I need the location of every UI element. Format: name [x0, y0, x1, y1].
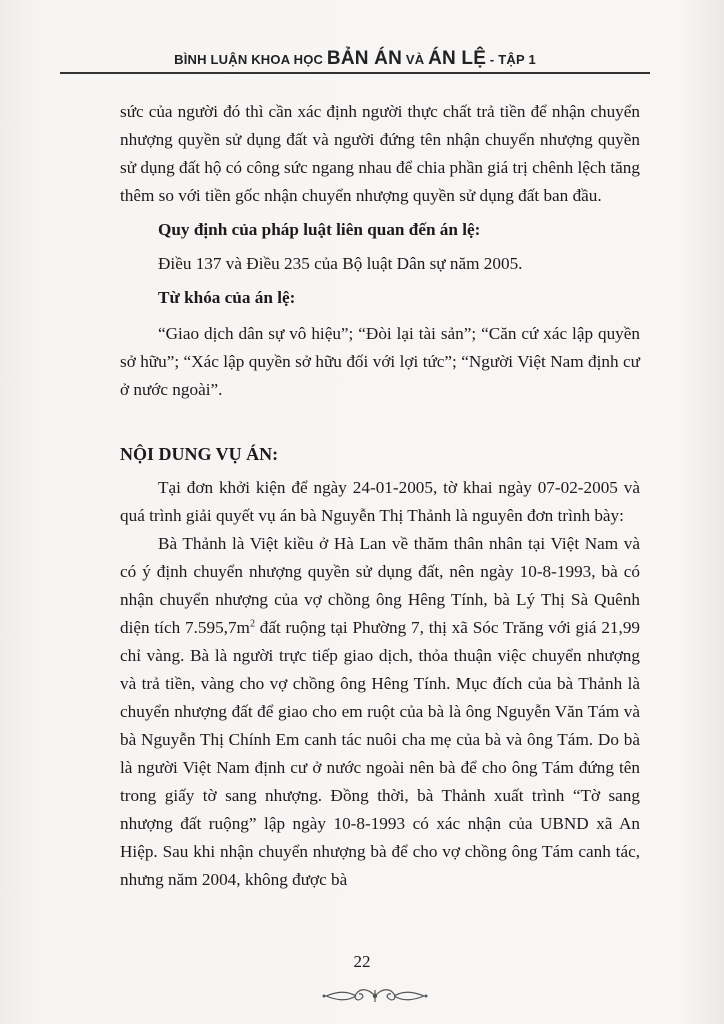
area-unit-superscript: 2 [249, 618, 255, 630]
continued-paragraph: sức của người đó thì cần xác định người thực chất trả tiền để nhận chuyển nhượng quyền sử dụng đất và người đứng tên nhận chuyển nhượng quyền sử dụng đất hộ có công sức ngang nhau để chia phần giá trị chênh lệch tăng thêm so với tiền gốc nhận chuyển nhượng quyền sử dụng đất ban đầu. [120, 102, 640, 205]
page-number: 22 [353, 952, 371, 971]
case-facts-paragraph [120, 530, 640, 894]
header-ban-an: BẢN ÁN [326, 48, 403, 69]
header-rule [60, 72, 650, 74]
header-volume: - TẬP 1 [489, 52, 536, 67]
law-reference: Điều 137 và Điều 235 của Bộ luật Dân sự năm 2005. [158, 254, 523, 273]
case-intro-paragraph: Tại đơn khởi kiện để ngày 24-01-2005, tờ khai ngày 07-02-2005 và quá trình giải quyết vụ án bà Nguyễn Thị Thảnh là nguyên đơn trình bày: [120, 478, 640, 525]
section-title: NỘI DUNG VỤ ÁN: [120, 444, 279, 464]
page-body [120, 98, 640, 894]
header-series: BÌNH LUẬN KHOA HỌC [174, 52, 324, 67]
keyword-heading: Từ khóa của án lệ: [158, 288, 296, 307]
case-facts-text-b: đất ruộng tại Phường 7, thị xã Sóc Trăng với giá 21,99 chỉ vàng. Bà là người trực tiếp giao dịch, thỏa thuận việc chuyển nhượng và trả tiền, vàng cho vợ chồng ông Hêng Tính. Mục đích của bà Thảnh là chuyển nhượng đất để giao cho em ruột của bà là ông Nguyễn Văn Tám và bà Nguyễn Thị Chính Em canh tác nuôi cha mẹ của bà và ông Tám. Do bà là người Việt Nam định cư ở nước ngoài nên bà để cho ông Tám đứng tên trong giấy tờ sang nhượng. Đồng thời, bà Thảnh xuất trình “Tờ sang nhượng đất ruộng” lập ngày 10-8-1993 có xác nhận của UBND xã An Hiệp. Sau khi nhận chuyển nhượng bà để cho vợ chồng ông Tám canh tác, nhưng năm 2004, không được bà [120, 618, 641, 889]
law-heading: Quy định của pháp luật liên quan đến án lệ: [158, 220, 481, 239]
case-facts-text-a: Bà Thảnh là Việt kiều ở Hà Lan về thăm thân nhân tại Việt Nam và có ý định chuyển nhượng quyền sử dụng đất, nên ngày 10-8-1993, bà có nhận chuyển nhượng của vợ chồng ông Hêng Tính, bà Lý Thị Sà Quênh diện tích 7.595,7m [120, 534, 640, 637]
page-footer [0, 952, 724, 1012]
header-title [60, 48, 650, 70]
header-an-le: ÁN LỆ [428, 48, 487, 69]
keyword-list: “Giao dịch dân sự vô hiệu”; “Đòi lại tài sản”; “Căn cứ xác lập quyền sở hữu”; “Xác lập quyền sở hữu đối với lợi tức”; “Người Việt Nam định cư ở nước ngoài”. [120, 324, 640, 399]
header-and: VÀ [405, 52, 425, 67]
running-header [60, 40, 650, 80]
flourish-ornament-icon [320, 986, 430, 1006]
